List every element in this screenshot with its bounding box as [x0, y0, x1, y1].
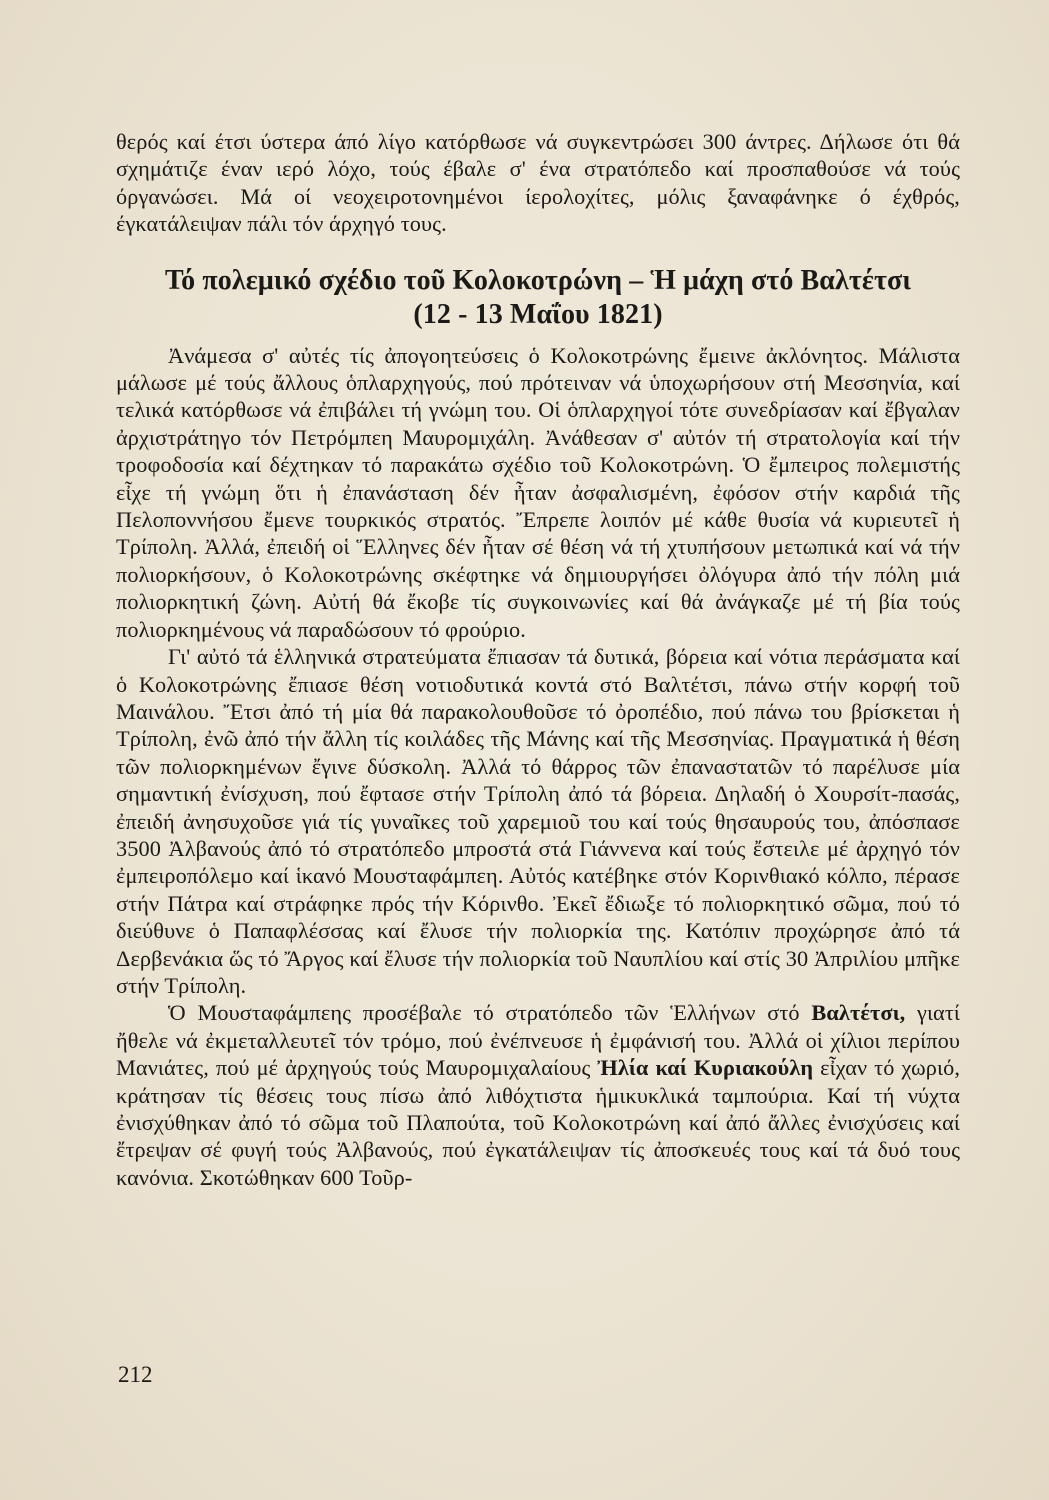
paragraph-battle-text-1: Ὁ Μουσταφάμπεης προσέβαλε τό στρατόπεδο τῶν Ἑλλήνων στό [168, 1000, 812, 1026]
place-name-valtetsi: Βαλτέτσι, [811, 1000, 906, 1026]
section-heading-title: Τό πολεμικό σχέδιο τοῦ Κολοκοτρώνη – Ἡ μάχη στό Βαλτέτσι [164, 264, 912, 296]
leader-names: Ἠλία καί Κυριακούλη [597, 1055, 814, 1081]
paragraph-battle-text-2: γιατί ἤθελε νά ἐκμεταλλευτεῖ τόν τρόμο, πού ἐνέπνευσε ἡ ἐμφάνισή του. Ἀλλά οἱ χίλιοι περίπου Μανιάτες, πού μέ ἀρχηγούς τούς Μαυρομιχαλαίους [116, 1000, 961, 1081]
page-number: 212 [118, 1362, 153, 1387]
section-heading [116, 264, 960, 332]
paragraph-strategy: Ἀνάμεσα σ' αὐτές τίς ἀπογοητεύσεις ὁ Κολοκοτρώνης ἔμεινε ἀκλόνητος. Μάλιστα μάλωσε μέ τούς ἄλλους ὁπλαρχηγούς, πού πρότειναν νά ὑποχωρήσουν στή Μεσσηνία, καί τελικά κατόρθωσε νά ἐπιβάλει τή γνώμη του. Οἱ ὁπλαρχηγοί τότε συνεδρίασαν καί ἔβγαλαν ἀρχιστράτηγο τόν Πετρόμπεη Μαυρομιχάλη. Ἀνάθεσαν σ' αὐτόν τή στρατολογία καί τήν τροφοδοσία καί δέχτηκαν τό παρακάτω σχέδιο τοῦ Κολοκοτρώνη. Ὁ ἔμπειρος πολεμιστής εἶχε τή γνώμη ὅτι ἡ ἐπανάσταση δέν ἦταν ἀσφαλισμένη, ἐφόσον στήν καρδιά τῆς Πελοποννήσου ἔμενε τουρκικός στρατός. Ἔπρεπε λοιπόν μέ κάθε θυσία νά κυριευτεῖ ἡ Τρίπολη. Ἀλλά, ἐπειδή οἱ Ἕλληνες δέν ἦταν σέ θέση νά τή χτυπήσουν μετωπικά καί νά τήν πολιορκήσουν, ὁ Κολοκοτρώνης σκέφτηκε νά δημιουργήσει ὀλόγυρα ἀπό τήν πόλη μιά πολιορκητική ζώνη. Αὐτή θά ἔκοβε τίς συγκοινωνίες καί θά ἀνάγκαζε μέ τή βία τούς πολιορκημένους νά παραδώσουν τό φρούριο. [116, 342, 960, 642]
paragraph-battle [116, 999, 960, 1191]
intro-paragraph: θερός καί έτσι ύστερα άπό λίγο κατόρθωσε νά συγκεντρώσει 300 άντρες. Δήλωσε ότι θά σχημάτιζε έναν ιερό λόχο, τούς έβαλε σ' ένα στρατόπεδο καί προσπαθούσε νά τούς όργανώσει. Μά οί νεοχειροτονημένοι ίερολοχίτες, μόλις ξαναφάνηκε ό έχθρός, έγκατάλειψαν πάλι τόν άρχηγό τους. [116, 129, 960, 237]
page-body [116, 128, 960, 1191]
paragraph-battle-text-3: εἶχαν τό χωριό, κράτησαν τίς θέσεις τους πίσω ἀπό λιθόχτιστα ἡμικυκλικά ταμπούρια. Καί τή νύχτα ἐνισχύθηκαν ἀπό τό σῶμα τοῦ Πλαπούτα, τοῦ Κολοκοτρώνη καί ἀπό ἄλλες ἐνισχύσεις καί ἔτρεψαν σέ φυγή τούς Ἀλβανούς, πού ἐγκατάλειψαν τίς ἀποσκευές τους καί τά δυό τους κανόνια. Σκοτώθηκαν 600 Τοῦρ- [116, 1055, 960, 1190]
paragraph-positions: Γι' αὐτό τά ἑλληνικά στρατεύματα ἔπιασαν τά δυτικά, βόρεια καί νότια περάσματα καί ὁ Κολοκοτρώνης ἔπιασε θέση νοτιοδυτικά κοντά στό Βαλτέτσι, πάνω στήν κορφή τοῦ Μαινάλου. Ἔτσι ἀπό τή μία θά παρακολουθοῦσε τό ὀροπέδιο, πού πάνω του βρίσκεται ἡ Τρίπολη, ἐνῶ ἀπό τήν ἄλλη τίς κοιλάδες τῆς Μάνης καί τῆς Μεσσηνίας. Πραγματικά ἡ θέση τῶν πολιορκημένων ἔγινε δύσκολη. Ἀλλά τό θάρρος τῶν ἐπαναστατῶν τό παρέλυσε μία σημαντική ἐνίσχυση, πού ἔφτασε στήν Τρίπολη ἀπό τά βόρεια. Δηλαδή ὁ Χουρσίτ-πασάς, ἐπειδή ἀνησυχοῦσε γιά τίς γυναῖκες τοῦ χαρεμιοῦ του καί τούς θησαυρούς του, ἀπόσπασε 3500 Ἀλβανούς ἀπό τό στρατόπεδο μπροστά στά Γιάννενα καί τούς ἔστειλε μέ ἀρχηγό τόν ἐμπειροπόλεμο καί ἱκανό Μουσταφάμπεη. Αὐτός κατέβηκε στόν Κορινθιακό κόλπο, πέρασε στήν Πάτρα καί στράφηκε πρός τήν Κόρινθο. Ἐκεῖ ἔδιωξε τό πολιορκητικό σῶμα, πού τό διεύθυνε ὁ Παπαφλέσσας καί ἔλυσε τήν πολιορκία της. Κατόπιν προχώρησε ἀπό τά Δερβενάκια ὥς τό Ἄργος καί ἔλυσε τήν πολιορκία τοῦ Ναυπλίου καί στίς 30 Ἀπριλίου μπῆκε στήν Τρίπολη. [116, 644, 960, 998]
section-heading-dates: (12 - 13 Μαΐου 1821) [413, 298, 663, 330]
